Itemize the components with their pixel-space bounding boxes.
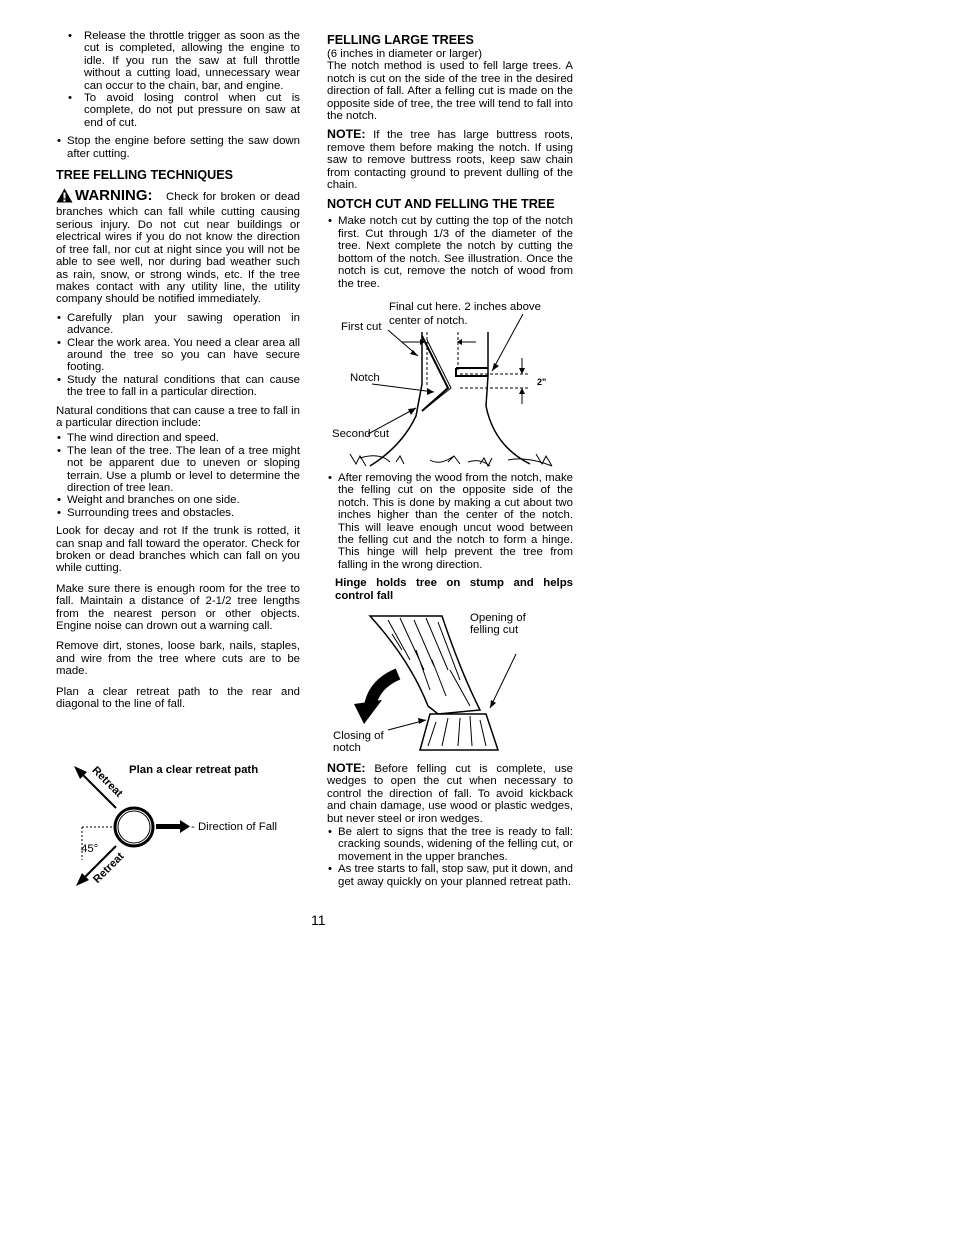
closing-label: Closing of notch <box>333 730 384 755</box>
buttress-note <box>327 128 573 191</box>
note-text: Before felling cut is complete, use wedges to open the cut when necessary to control the direction of fall. To avoid kickback and chain damage, use wood or plastic wedges, but never steel or iron wedges. <box>327 763 573 825</box>
list-item: • The lean of the tree. The lean of a tree might not be apparent due to uneven or sloping terrain. Use a plumb or level to determine the direction of tree lean. <box>56 445 300 495</box>
hinge-figure <box>330 610 575 760</box>
notch-bullet-list <box>327 215 573 289</box>
notch-label: Notch <box>350 372 380 384</box>
list-item: • Weight and branches on one side. <box>56 494 300 506</box>
tree-felling-heading: TREE FELLING TECHNIQUES <box>56 168 234 183</box>
list-item: • Clear the work area. You need a clear area all around the tree so you can have secure footing. <box>56 337 300 374</box>
conditions-bullets <box>56 432 300 519</box>
retreat-label-bottom: Retreat <box>91 850 127 886</box>
list-item: • Release the throttle trigger as soon as the cut is completed, allowing the engine to idle. If you run the saw at full throttle without a cutting load, unnecessary wear can occur to the chain, bar, and engine. <box>56 30 300 92</box>
second-cut-label: Second cut <box>332 428 389 440</box>
list-item: • As tree starts to fall, stop saw, put it down, and get away quickly on your planned retreat path. <box>327 863 573 888</box>
final-cut-label: Final cut here. 2 inches above center of notch. <box>389 301 541 327</box>
hinge-caption: Hinge holds tree on stump and helps control fall <box>335 577 573 602</box>
decay-paragraph: Look for decay and rot If the trunk is rotted, it can snap and fall toward the operator. Check for broken or dead branches which can fall on you while cutting. <box>56 525 300 575</box>
direction-of-fall-label: - Direction of Fall <box>191 821 278 833</box>
list-item: • Stop the engine before setting the saw down after cutting. <box>56 135 300 160</box>
warning-paragraph <box>56 188 300 306</box>
warning-triangle-icon <box>56 188 73 206</box>
plan-bullets <box>56 312 300 399</box>
dimension-label: 2" <box>537 377 547 387</box>
note-label: NOTE: <box>327 761 366 775</box>
first-cut-label: First cut <box>341 321 382 333</box>
left-column <box>56 30 300 717</box>
wedges-note <box>327 762 573 825</box>
list-item: • To avoid losing control when cut is complete, do not put pressure on saw at end of cut. <box>56 92 300 129</box>
note-text: If the tree has large buttress roots, remove them before making the notch. If using saw to remove buttress roots, keep saw chain from contacting ground to prevent dulling of the chain. <box>327 129 574 192</box>
right-column <box>327 30 573 296</box>
opening-label: Opening of felling cut <box>470 612 526 637</box>
retreat-path-figure <box>60 758 310 898</box>
felling-cut-bullet-list <box>327 472 573 571</box>
list-item: • Surrounding trees and obstacles. <box>56 507 300 519</box>
remove-debris-paragraph: Remove dirt, stones, loose bark, nails, staples, and wire from the tree where cuts are to be made. <box>56 640 300 678</box>
list-item: • Make notch cut by cutting the top of the notch first. Cut through 1/3 of the diameter of the tree. Next complete the notch by cutting the bottom of the notch. See illustration. Once the notch is cut, remove the notch of wood from the tree. <box>327 215 573 289</box>
felling-large-trees-heading: FELLING LARGE TREES <box>327 33 474 47</box>
throttle-bullets <box>56 30 300 129</box>
figure-title: Plan a clear retreat path <box>129 764 259 776</box>
stop-bullet-list <box>56 135 300 160</box>
list-item: • After removing the wood from the notch, make the felling cut on the opposite side of the notch. This is done by making a cut about two inches higher than the center of the notch. This will leave enough uncut wood between the felling cut and the notch to form a hinge. This hinge will help prevent the tree from falling in the wrong direction. <box>327 472 573 571</box>
list-item: • The wind direction and speed. <box>56 432 300 444</box>
warning-text: Check for broken or dead branches which can fall while cutting causing serious injury. Do not cut near buildings or electrical wires if you do not know the direction of tree fall, nor cut at night since you will not be able to see well, nor during bad weather such as rain, snow, or strong winds, etc. If the tree makes contact with any utility line, the utility company should be notified immediately. <box>56 191 300 306</box>
right-column-final <box>327 762 573 894</box>
notch-cut-figure <box>330 296 575 474</box>
retreat-paragraph: Plan a clear retreat path to the rear and diagonal to the line of fall. <box>56 685 300 711</box>
list-item: • Be alert to signs that the tree is ready to fall: cracking sounds, widening of the felling cut, or movement in the upper branches. <box>327 826 573 863</box>
diameter-subheading: (6 inches in diameter or larger) <box>327 48 483 60</box>
list-item: • Carefully plan your sawing operation in advance. <box>56 312 300 337</box>
page-number: 11 <box>311 912 326 928</box>
note-label: NOTE: <box>327 127 366 142</box>
notch-cut-heading: NOTCH CUT AND FELLING THE TREE <box>327 197 555 212</box>
natural-conditions-intro: Natural conditions that can cause a tree to fall in a particular direction include: <box>56 404 300 429</box>
notch-method-paragraph: The notch method is used to fell large trees. A notch is cut on the side of the tree in the desired direction of fall. After a felling cut is made on the opposite side of tree, the tree will tend to fall into the notch. <box>327 60 573 123</box>
final-bullets <box>327 826 573 888</box>
right-column-lower <box>327 472 573 608</box>
list-item: • Study the natural conditions that can cause the tree to fall in a particular direction. <box>56 374 300 399</box>
retreat-label-top: Retreat <box>89 764 125 800</box>
room-paragraph: Make sure there is enough room for the tree to fall. Maintain a distance of 2-1/2 tree lengths from the nearest person or other objects. Engine noise can drown out a warning call. <box>56 582 300 633</box>
warning-label: WARNING: <box>75 187 153 205</box>
angle-label: 45° <box>81 843 99 855</box>
